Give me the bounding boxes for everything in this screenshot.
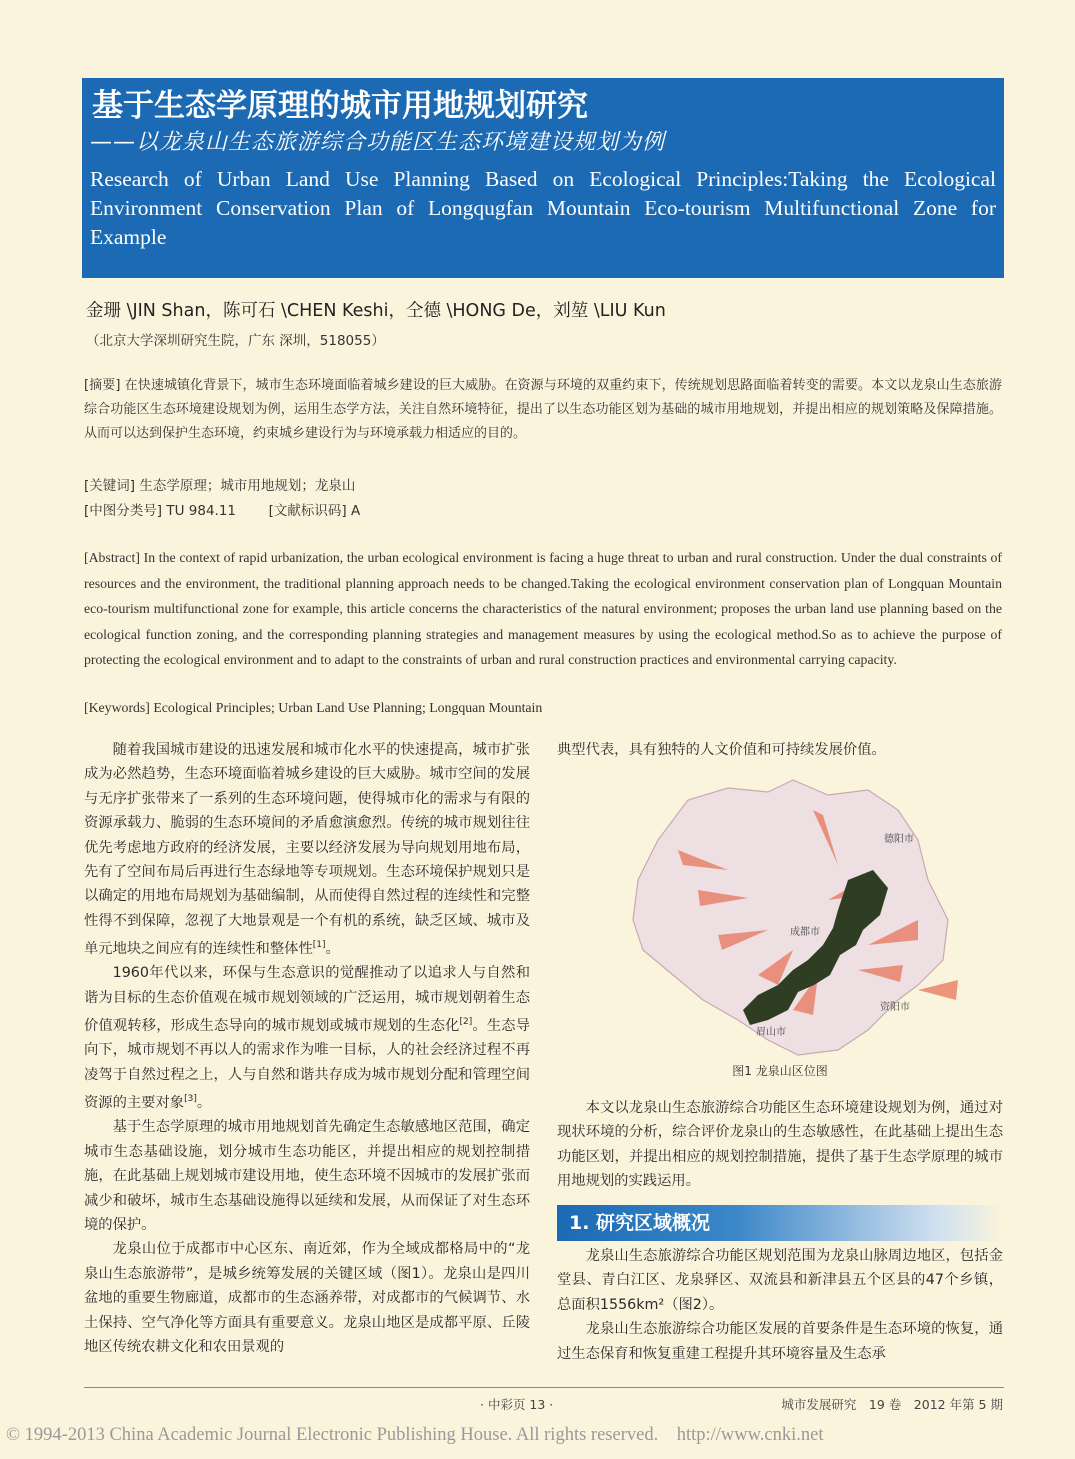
paragraph: 龙泉山生态旅游综合功能区规划范围为龙泉山脉周边地区，包括金堂县、青白江区、龙泉驿区、双流县和新津县五个区县的47个乡镇，总面积1556km²（图2）。: [557, 1248, 1003, 1313]
english-title: Research of Urban Land Use Planning Based on Ecological Principles:Taking the Ecological Environment Conservation Plan of Longqugfan Mountain Eco-tourism Multifunctional Zone for Example: [90, 167, 996, 249]
paragraph: 1960年代以来，环保与生态意识的觉醒推动了以追求人与自然和谐为目标的生态价值观在城市规划领域的广泛运用，城市规划朝着生态价值观转移，形成生态导向的城市规划或城市规划的生态化[2]。生态导向下，城市规划不再以人的需求作为唯一目标，人的社会经济过程不再凌驾于自然过程之上，人与自然和谐共存成为城市规划分配和管理空间资源的主要对象[3]。: [84, 965, 531, 1111]
abstract-en-label: [Abstract]: [84, 550, 140, 565]
title-box: [82, 78, 1004, 278]
region-outline: [633, 780, 948, 1055]
abstract-zh: [84, 374, 1002, 446]
abstract-en: [84, 545, 1002, 673]
body-right-middle: [557, 1096, 1003, 1194]
map-label-ziyang: 资阳市: [880, 1002, 910, 1013]
abstract-zh-label: [摘要]: [84, 378, 121, 393]
section-heading: 1. 研究区域概况: [557, 1205, 1003, 1241]
body-right-top: [557, 738, 1003, 762]
journal-info: 城市发展研究 19 卷 2012 年第 5 期: [781, 1397, 1003, 1412]
body-left-column: [84, 738, 530, 1359]
keywords-zh-text: 生态学原理；城市用地规划；龙泉山: [139, 478, 356, 494]
page-number: · 中彩页 13 ·: [480, 1397, 554, 1412]
map-label-deyang: 德阳市: [884, 834, 914, 845]
citation[interactable]: [2]: [459, 1017, 473, 1028]
paragraph: 随着我国城市建设的迅速发展和城市化水平的快速提高，城市扩张成为必然趋势，生态环境面临着城乡建设的巨大威胁。城市空间的发展与无序扩张带来了一系列的生态环境问题，使得城市化的需求与有限的资源承载力、脆弱的生态环境间的矛盾愈演愈烈。传统的城市规划往往优先考虑地方政府的经济发展，主要以经济发展为导向规划用地布局，先有了空间布局后再进行生态绿地等专项规划。生态环境保护规划只是以确定的用地布局规划为基础编制，从而使得自然过程的连续性和完整性得不到保障，忽视了大地景观是一个有机的系统，缺乏区域、城市及单元地块之间应有的连续性和整体性[1]。: [84, 742, 530, 958]
authors: 金珊 \JIN Shan，陈可石 \CHEN Keshi，仝德 \HONG De，刘堃 \LIU Kun: [86, 301, 666, 321]
keywords-zh-label: [关键词]: [84, 478, 136, 494]
citation[interactable]: [1]: [312, 940, 326, 951]
paragraph: 基于生态学原理的城市用地规划首先确定生态敏感地区范围，确定城市生态基础设施，划分城市生态功能区，并提出相应的规划控制措施，在此基础上规划城市建设用地，使生态环境不因城市的发展扩张而减少和破坏，城市生态基础设施得以延续和发展，从而保证了对生态环境的保护。: [84, 1119, 530, 1234]
map-label-chengdu: 成都市: [790, 927, 820, 938]
footer-divider: [84, 1387, 1004, 1388]
page-subtitle: ——以龙泉山生态旅游综合功能区生态环境建设规划为例: [90, 130, 666, 155]
map-label-meishan: 眉山市: [756, 1027, 786, 1038]
paragraph: 龙泉山位于成都市中心区东、南近郊，作为全域成都格局中的“龙泉山生态旅游带”，是城乡统筹发展的关键区域（图1）。龙泉山是四川盆地的重要生物廊道，成都市的生态涵养带，对成都市的气候调节、水土保持、空气净化等方面具有重要意义。龙泉山地区是成都平原、丘陵地区传统农耕文化和农田景观的: [84, 1241, 530, 1356]
paragraph: 本文以龙泉山生态旅游综合功能区生态环境建设规划为例，通过对现状环境的分析，综合评价龙泉山的生态敏感性，在此基础上提出生态功能区划，并提出相应的规划控制措施，提供了基于生态学原理的城市用地规划的实践运用。: [557, 1100, 1003, 1190]
paragraph: 典型代表，具有独特的人文价值和可持续发展价值。: [557, 742, 886, 758]
figure-caption: 图1 龙泉山区位图: [732, 1064, 828, 1078]
location-map-figure: [618, 770, 966, 1060]
classification-label: [中图分类号]: [84, 503, 163, 519]
abstract-zh-text: 在快速城镇化背景下，城市生态环境面临着城乡建设的巨大威胁。在资源与环境的双重约束下，传统规划思路面临着转变的需要。本文以龙泉山生态旅游综合功能区生态环境建设规划为例，运用生态学方法，关注自然环境特征，提出了以生态功能区划为基础的城市用地规划，并提出相应的规划策略及保障措施。从而可以达到保护生态环境，约束城乡建设行为与环境承载力相适应的目的。: [84, 378, 1002, 441]
keywords-zh: [84, 474, 355, 494]
citation[interactable]: [3]: [184, 1094, 197, 1105]
keywords-en-text: Ecological Principles; Urban Land Use Planning; Longquan Mountain: [153, 700, 543, 715]
body-right-bottom: [557, 1244, 1003, 1366]
keywords-en-label: [Keywords]: [84, 700, 150, 715]
classification-value: TU 984.11: [166, 503, 236, 519]
classification: [84, 499, 360, 519]
paragraph: 龙泉山生态旅游综合功能区发展的首要条件是生态环境的恢复，通过生态保育和恢复重建工程提升其环境容量及生态承: [557, 1321, 1003, 1362]
doc-code-value: A: [350, 503, 361, 519]
arrow: [918, 980, 958, 1000]
affiliation: （北京大学深圳研究生院，广东 深圳，518055）: [86, 333, 385, 349]
doc-code-label: [文献标识码]: [268, 503, 347, 519]
keywords-en: [84, 700, 542, 716]
page-title: 基于生态学原理的城市用地规划研究: [92, 88, 588, 124]
copyright-notice: © 1994-2013 China Academic Journal Electronic Publishing House. All rights reserved. http://www.cnki.net: [6, 1425, 824, 1445]
abstract-en-text: In the context of rapid urbanization, the urban ecological environment is facing a huge threat to urban and rural construction. Under the dual constraints of resources and the environment, the traditional planning approach needs to be changed.Taking the ecological environment conservation plan of Longquan Mountain eco-tourism multifunctional zone for example, this article concerns the characteristics of the natural environment; proposes the urban land use planning based on the ecological function zoning, and the corresponding planning strategies and management measures by using the ecological method.So as to achieve the purpose of protecting the ecological environment and to adapt to the constraints of urban and rural construction practices and environmental carrying capacity.: [84, 550, 1002, 667]
